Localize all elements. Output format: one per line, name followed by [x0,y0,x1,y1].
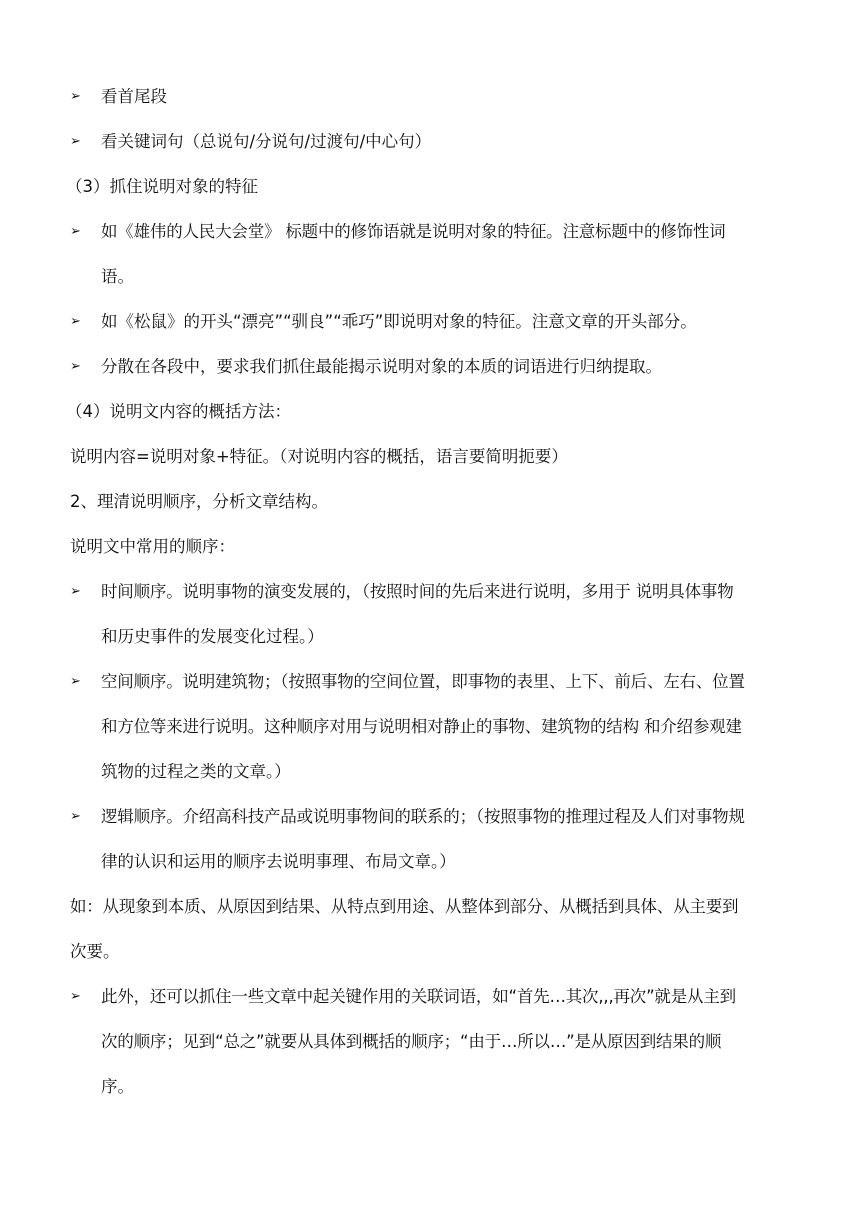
bullet-item-text: 如《雄伟的人民大会堂》 标题中的修饰语就是说明对象的特征。注意标题中的修饰性词 [101,222,726,241]
bullet-arrow-icon: ➢ [70,314,81,329]
bullet-item-text: 看关键词句（总说句/分说句/过渡句/中心句） [101,132,432,151]
bullet-arrow-icon: ➢ [70,134,81,149]
subsection-heading: （4）说明文内容的概括方法： [66,402,291,421]
paragraph-text: 说明文中常用的顺序： [70,537,235,556]
bullet-item-text: 如《松鼠》的开头“漂亮”“驯良”“乖巧”即说明对象的特征。注意文章的开头部分。 [101,312,697,331]
bullet-item-continuation: 和历史事件的发展变化过程。） [101,627,324,646]
bullet-arrow-icon: ➢ [70,584,81,599]
bullet-item-continuation: 次的顺序；见到“总之”就要从具体到概括的顺序；“由于…所以…”是从原因到结果的顺 [101,1032,722,1051]
bullet-item-continuation: 筑物的过程之类的文章。） [101,762,291,781]
bullet-item-text: 看首尾段 [101,87,167,106]
bullet-item-continuation: 序。 [101,1077,134,1096]
paragraph-text: 如：从现象到本质、从原因到结果、从特点到用途、从整体到部分、从概括到具体、从主要到 [70,897,739,916]
bullet-item-continuation: 语。 [101,267,134,286]
bullet-item-continuation: 和方位等来进行说明。这种顺序对用与说明相对静止的事物、建筑物的结构 和介绍参观建 [101,717,742,736]
bullet-arrow-icon: ➢ [70,674,81,689]
bullet-item-continuation: 律的认识和运用的顺序去说明事理、布局文章。） [101,852,456,871]
bullet-item-text: 分散在各段中，要求我们抓住最能揭示说明对象的本质的词语进行归纳提取。 [101,357,662,376]
bullet-arrow-icon: ➢ [70,359,81,374]
bullet-arrow-icon: ➢ [70,224,81,239]
bullet-item-text: 逻辑顺序。介绍高科技产品或说明事物间的联系的；（按照事物的推理过程及人们对事物规 [101,807,745,826]
section-heading: 2、理清说明顺序，分析文章结构。 [70,492,328,511]
subsection-heading: （3）抓住说明对象的特征 [66,177,258,196]
bullet-arrow-icon: ➢ [70,89,81,104]
bullet-item-text: 此外，还可以抓住一些文章中起关键作用的关联词语，如“首先…其次,,,再次”就是从主到 [101,987,736,1006]
paragraph-text: 说明内容=说明对象+特征。（对说明内容的概括，语言要简明扼要） [70,447,568,466]
bullet-item-text: 时间顺序。说明事物的演变发展的，（按照时间的先后来进行说明，多用于 说明具体事物 [101,582,734,601]
bullet-arrow-icon: ➢ [70,809,81,824]
bullet-item-text: 空间顺序。说明建筑物；（按照事物的空间位置，即事物的表里、上下、前后、左右、位置 [101,672,745,691]
paragraph-continuation: 次要。 [70,942,120,961]
bullet-arrow-icon: ➢ [70,989,81,1004]
